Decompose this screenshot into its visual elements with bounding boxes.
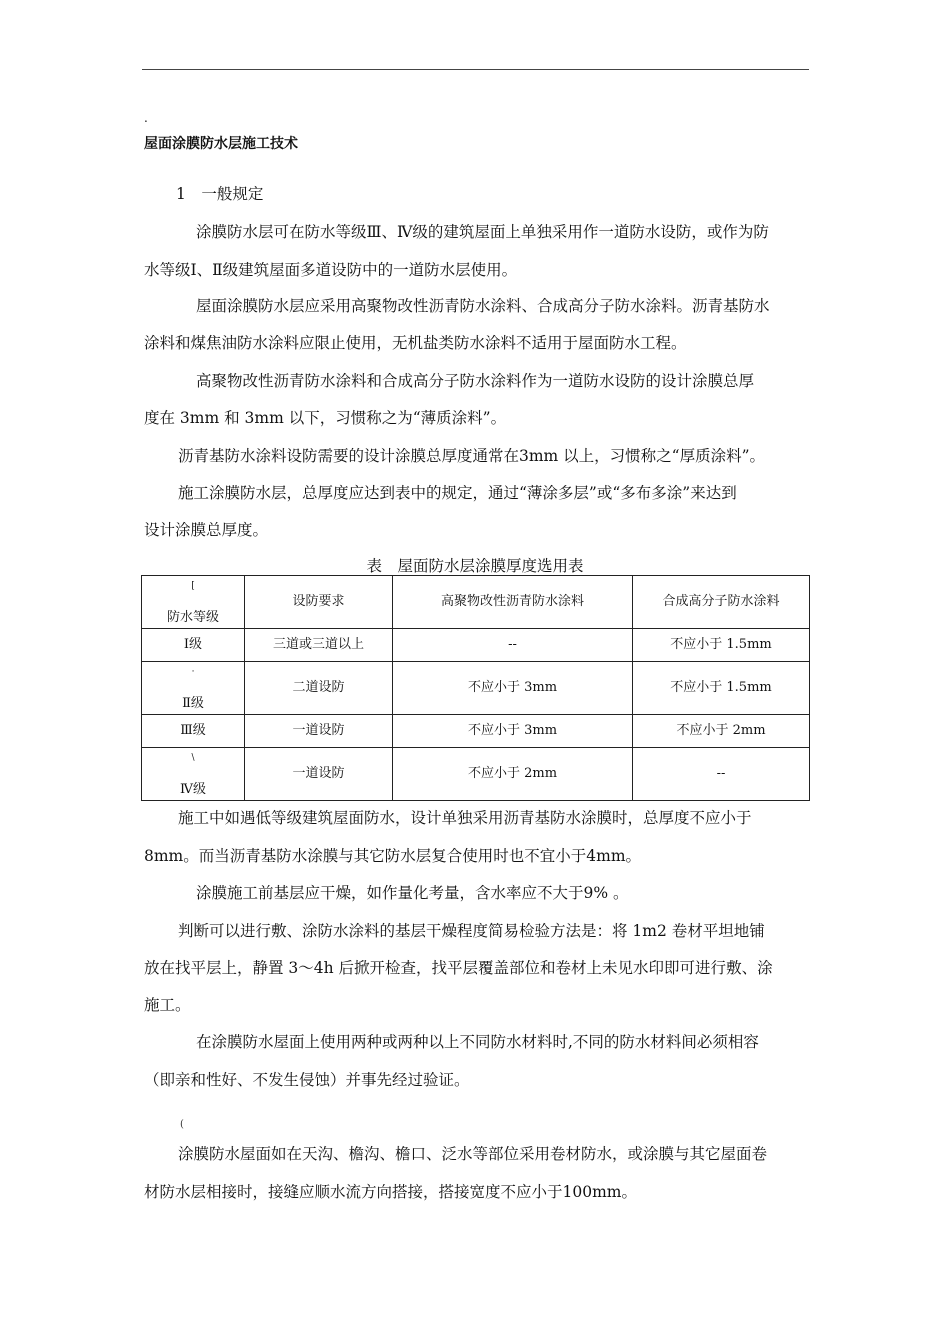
header-grade: 防水等级 <box>166 610 219 625</box>
synthetic-polymer-cell: 不应小于 1.5mm <box>633 629 810 662</box>
grade-cell: Ⅰ级 <box>142 629 245 662</box>
paragraph-line: 判断可以进行敷、涂防水涂料的基层干燥程度简易检验方法是：将 1m2 卷材平坦地铺 <box>178 922 765 940</box>
stray-mark: · <box>191 667 195 677</box>
paragraph-line: 施工中如遇低等级建筑屋面防水，设计单独采用沥青基防水涂膜时，总厚度不应小于 <box>178 809 752 827</box>
paragraph-line: （即亲和性好、不发生侵蚀）并事先经过验证。 <box>144 1071 470 1089</box>
table-row <box>142 748 810 801</box>
requirement-cell: 一道设防 <box>245 715 393 748</box>
paragraph-line: 涂膜防水层可在防水等级Ⅲ、Ⅳ级的建筑屋面上单独采用作一道防水设防，或作为防 <box>196 223 769 241</box>
paragraph-line: 放在找平层上，静置 3～4h 后掀开检查，找平层覆盖部位和卷材上未见水印即可进行敷、涂 <box>144 959 773 977</box>
table-row <box>142 629 810 662</box>
header-polymer-modified: 高聚物改性沥青防水涂料 <box>393 576 633 629</box>
paragraph-line: 材防水层相接时，接缝应顺水流方向搭接，搭接宽度不应小于100mm。 <box>144 1183 637 1201</box>
paragraph-line: 施工。 <box>144 996 191 1014</box>
header-synthetic-polymer: 合成高分子防水涂料 <box>633 576 810 629</box>
header-grade-cell <box>142 576 245 629</box>
requirement-cell: 一道设防 <box>245 748 393 801</box>
polymer-modified-cell: 不应小于 3mm <box>393 662 633 715</box>
synthetic-polymer-cell: -- <box>633 748 810 801</box>
polymer-modified-cell: 不应小于 3mm <box>393 715 633 748</box>
polymer-modified-cell: -- <box>393 629 633 662</box>
header-requirement: 设防要求 <box>245 576 393 629</box>
paragraph-line: 度在 3mm 和 3mm 以下，习惯称之为“薄质涂料”。 <box>144 409 507 427</box>
polymer-modified-cell: 不应小于 2mm <box>393 748 633 801</box>
synthetic-polymer-cell: 不应小于 2mm <box>633 715 810 748</box>
stray-mark: [ <box>191 581 195 591</box>
paragraph-line: 涂料和煤焦油防水涂料应限止使用，无机盐类防水涂料不适用于屋面防水工程。 <box>144 334 687 352</box>
table-header-row <box>142 576 810 629</box>
grade-label: Ⅳ级 <box>180 782 206 797</box>
paragraph-line: 在涂膜防水屋面上使用两种或两种以上不同防水材料时,不同的防水材料间必须相容 <box>196 1033 759 1051</box>
header-rule <box>142 69 809 70</box>
table-caption: 表 屋面防水层涂膜厚度选用表 <box>366 557 584 575</box>
table-row <box>142 662 810 715</box>
synthetic-polymer-cell: 不应小于 1.5mm <box>633 662 810 715</box>
paragraph-line: 施工涂膜防水层，总厚度应达到表中的规定，通过“薄涂多层”或“多布多涂”来达到 <box>178 484 737 502</box>
grade-cell: Ⅲ级 <box>142 715 245 748</box>
paragraph-line: 涂膜防水屋面如在天沟、檐沟、檐口、泛水等部位采用卷材防水，或涂膜与其它屋面卷 <box>178 1145 768 1163</box>
stray-dot: . <box>144 111 148 125</box>
paragraph-line: 沥青基防水涂料设防需要的设计涂膜总厚度通常在3mm 以上，习惯称之“厚质涂料”。 <box>178 447 766 465</box>
paragraph-line: 屋面涂膜防水层应采用高聚物改性沥青防水涂料、合成高分子防水涂料。沥青基防水 <box>196 297 770 315</box>
grade-cell <box>142 662 245 715</box>
stray-mark: \ <box>191 753 195 763</box>
document-title: 屋面涂膜防水层施工技术 <box>144 136 298 152</box>
paragraph-line: 8mm。而当沥青基防水涂膜与其它防水层复合使用时也不宜小于4mm。 <box>144 847 642 865</box>
requirement-cell: 三道或三道以上 <box>245 629 393 662</box>
paragraph-line: 设计涂膜总厚度。 <box>144 521 269 539</box>
thickness-table <box>141 575 810 801</box>
paragraph-line: 水等级Ⅰ、Ⅱ级建筑屋面多道设防中的一道防水层使用。 <box>144 261 518 279</box>
requirement-cell: 二道设防 <box>245 662 393 715</box>
stray-paren: ( <box>180 1119 184 1130</box>
paragraph-line: 涂膜施工前基层应干燥，如作量化考量，含水率应不大于9% 。 <box>196 884 629 902</box>
grade-cell <box>142 748 245 801</box>
section-heading: 1 一般规定 <box>176 185 264 203</box>
grade-label: Ⅱ级 <box>182 696 204 711</box>
paragraph-line: 高聚物改性沥青防水涂料和合成高分子防水涂料作为一道防水设防的设计涂膜总厚 <box>196 372 755 390</box>
table-row <box>142 715 810 748</box>
